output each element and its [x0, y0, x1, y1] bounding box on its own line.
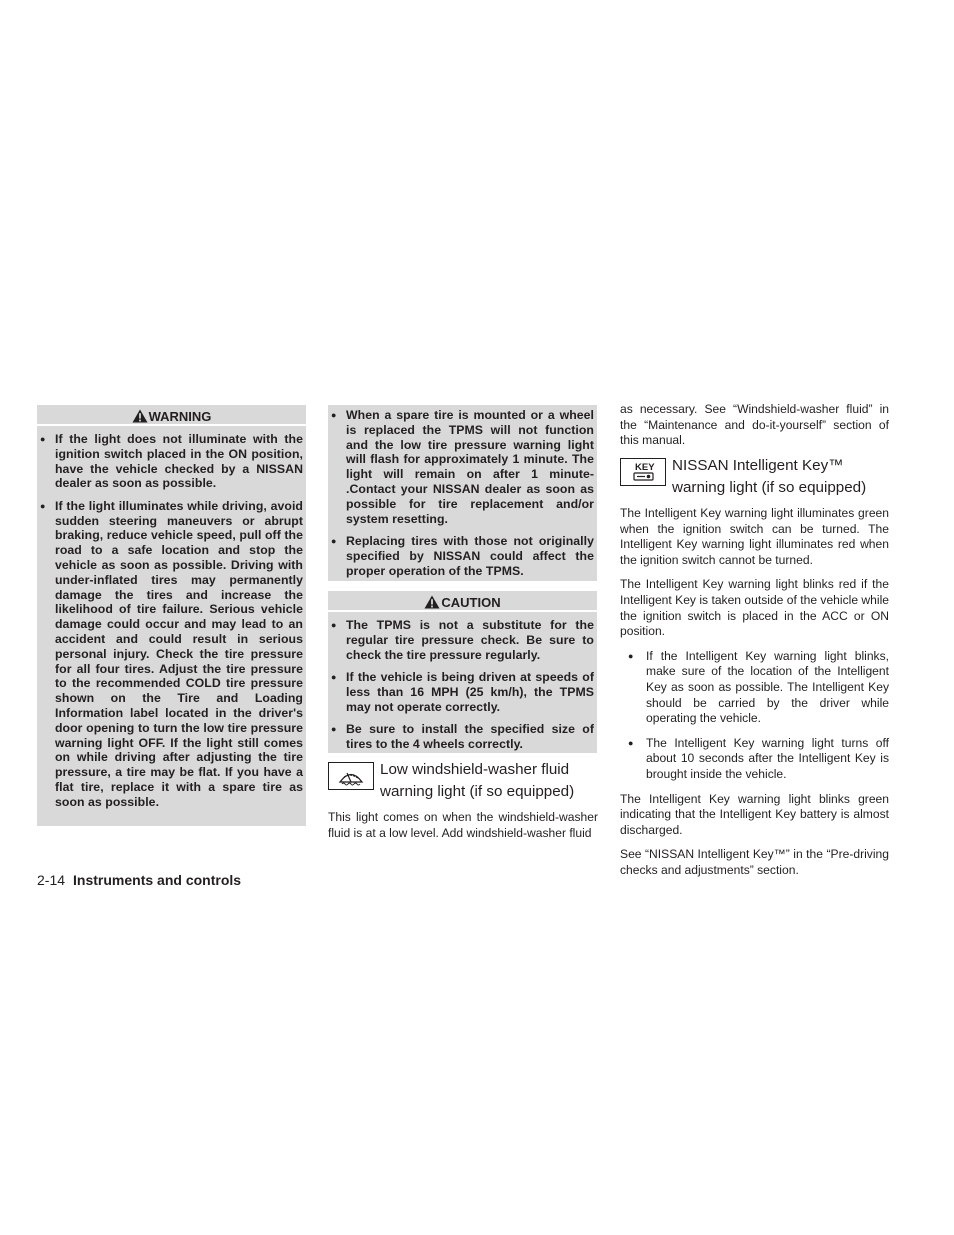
washer-icon-frame	[328, 762, 374, 790]
intelligent-key-icon	[627, 461, 659, 483]
caution-box	[328, 591, 597, 753]
list-item: ● If the light does not illuminate with the ignition switch placed in the ON position, have the vehicle checked by a NISSAN dealer as soon as possible.	[37, 432, 306, 491]
washer-heading	[328, 762, 598, 802]
washer-heading-line1: Low windshield-washer fluid	[380, 761, 570, 778]
caution-heading	[328, 591, 597, 612]
washer-body	[328, 810, 598, 848]
caution-heading-text: CAUTION	[441, 595, 501, 610]
key-paragraph-1: The Intelligent Key warning light illuminates green when the ignition switch can be turned. The Intelligent Key warning light illuminates red when the ignition switch cannot be turned.	[620, 506, 889, 567]
list-item: ● If the light illuminates while driving, avoid sudden steering maneuvers or abrupt braking, reduce vehicle speed, pull off the road to a safe location and stop the vehicle as soon as possible. Driving with under-inflated tires may permanently damage the tires and increase the likelihood of tire failure. Serious vehicle damage could occur and may lead to an accident and could result in serious personal injury. Check the tire pressure for all four tires. Adjust the tire pressure to the recommended COLD tire pressure shown on the Tire and Loading Information label located in the driver's door opening to turn the low tire pressure warning light OFF. If the light still comes on while driving after adjusting the tire pressure, a tire may be flat. If you have a flat tire, replace it with a spare tire as soon as possible.	[37, 499, 306, 810]
key-heading-text	[672, 455, 866, 498]
warning-list	[37, 426, 306, 810]
warning-triangle-icon	[132, 409, 148, 423]
warning-heading-text: WARNING	[148, 409, 212, 424]
page-number: 2-14	[37, 872, 66, 888]
list-item: ● The TPMS is not a substitute for the regular tire pressure check. Be sure to check the tire pressure regularly.	[328, 618, 597, 662]
washer-heading-line2: warning light (if so equipped)	[380, 782, 575, 800]
caution-triangle-icon	[424, 595, 440, 609]
washer-paragraph: This light comes on when the windshield-washer fluid is at a low level. Add windshield-washer fluid	[328, 810, 598, 840]
key-heading-line1: NISSAN Intelligent Key™	[672, 457, 844, 474]
warning-box	[37, 405, 306, 826]
washer-heading-text	[380, 759, 574, 802]
caution-list	[328, 612, 597, 752]
page-footer	[37, 871, 241, 889]
warning-continued-box	[328, 405, 597, 581]
section-title: Instruments and controls	[73, 872, 242, 888]
intelligent-key-heading	[620, 458, 890, 498]
key-paragraph-2: The Intelligent Key warning light blinks red if the Intelligent Key is taken outside of the vehicle while the ignition switch is placed in the ACC or ON position.	[620, 577, 889, 639]
list-item: ● Be sure to install the specified size of tires to the 4 wheels correctly.	[328, 722, 597, 752]
list-item: ● The Intelligent Key warning light turns off about 10 seconds after the Intelligent Key is brought inside the vehicle.	[620, 736, 889, 783]
continuation-paragraph: as necessary. See “Windshield-washer fluid” in the “Maintenance and do-it-yourself” section of this manual.	[620, 402, 889, 448]
warning-continued-list	[328, 405, 597, 578]
key-heading-line2: warning light (if so equipped)	[672, 478, 867, 496]
key-paragraph-4: See “NISSAN Intelligent Key™” in the “Pre-driving checks and adjustments” section.	[620, 847, 889, 877]
windshield-washer-icon	[338, 766, 364, 786]
key-bullet-list	[620, 649, 889, 783]
right-column-continuation	[620, 402, 889, 456]
key-paragraph-3: The Intelligent Key warning light blinks green indicating that the Intelligent Key battery is almost discharged.	[620, 791, 889, 837]
list-item: ● Replacing tires with those not originally specified by NISSAN could affect the proper operation of the TPMS.	[328, 534, 597, 578]
key-icon-frame	[620, 458, 666, 486]
list-item: ● If the vehicle is being driven at speeds of less than 16 MPH (25 km/h), the TPMS may not operate correctly.	[328, 670, 597, 714]
intelligent-key-body	[620, 506, 889, 885]
list-item: ● If the Intelligent Key warning light blinks, make sure of the location of the Intelligent Key as soon as possible. The Intelligent Key should be carried by the driver while operating the vehicle.	[620, 649, 889, 727]
warning-heading	[37, 405, 306, 426]
key-icon-label: KEY	[635, 462, 655, 473]
list-item: ● When a spare tire is mounted or a wheel is replaced the TPMS will not function and the low tire pressure warning light will flash for approximately 1 minute. The light will remain on after 1 minute- .Contact your NISSAN dealer as soon as possible for tire replacement and/or system resetting.	[328, 408, 597, 526]
